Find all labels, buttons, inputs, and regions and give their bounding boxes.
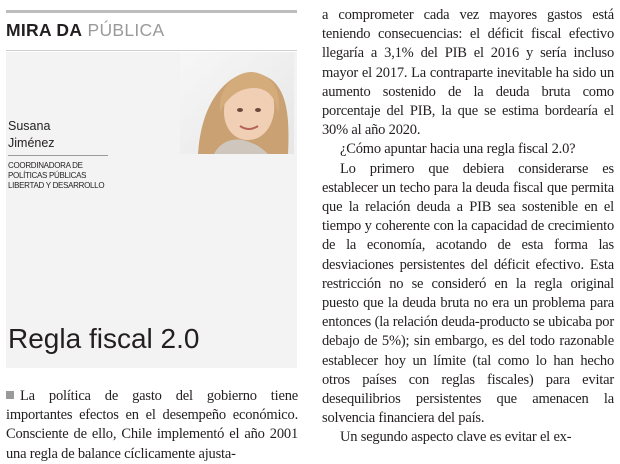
section-divider	[6, 50, 297, 51]
author-divider	[8, 155, 108, 156]
author-portrait	[180, 52, 294, 154]
article-paragraph: ¿Cómo apuntar hacia una regla fiscal 2.0?	[340, 141, 576, 158]
author-role-line: POLÍTICAS PÚBLICAS	[8, 171, 87, 180]
article-column-left	[6, 387, 298, 464]
author-name	[8, 118, 128, 152]
article-paragraph: a comprometer cada vez mayores gastos está teniendo consecuencias: el déficit fiscal efectivo llegaría a 3,1% del PIB el 2016 y sería incluso mayor el 2017. La contraparte inevitable ha sido un aumento sostenido de la deuda bruta como porcentaje del PIB, la que se estima bordearía el 30% al año 2020.	[322, 7, 614, 139]
section-title-main: MIRA DA	[6, 20, 83, 40]
article-paragraph: Un segundo aspecto clave es evitar el ex-	[340, 429, 572, 446]
header-bar	[6, 10, 297, 13]
square-bullet-icon	[6, 391, 14, 399]
article-headline: Regla fiscal 2.0	[8, 323, 200, 354]
section-header	[6, 20, 297, 48]
article-paragraph: La política de gasto del gobierno tiene importantes efectos en el desempeño económico. Consciente de ello, Chile implementó el año 2001 una regla de balance cíclicamente ajusta-	[6, 388, 298, 462]
author-role-line: COORDINADORA DE	[8, 161, 83, 170]
author-first-name: Susana	[8, 119, 51, 133]
article-paragraph: Lo primero que debiera considerarse es establecer un techo para la deuda fiscal que permita que la relación deuda a PIB sea sostenible en el tiempo y coherente con la capacidad de crecimiento de la economía, acotando de esta forma las desviaciones persistentes del déficit efectivo. Esta restricción no se consideró en la regla original puesto que la deuda bruta no era un problema para entonces (la relación deuda-producto se ubicaba por debajo de 5%); sin embargo, es del todo razonable establecer hoy un límite (tal como lo han hecho otros países con reglas fiscales) para evitar desequilibrios persistentes que amenacen la solvencia financiera del país.	[322, 160, 614, 427]
author-role	[8, 161, 188, 191]
article-column-right	[322, 6, 614, 448]
section-title-accent: PÚBLICA	[87, 20, 165, 40]
author-role-line: LIBERTAD Y DESARROLLO	[8, 181, 105, 190]
author-last-name: Jiménez	[8, 136, 55, 150]
